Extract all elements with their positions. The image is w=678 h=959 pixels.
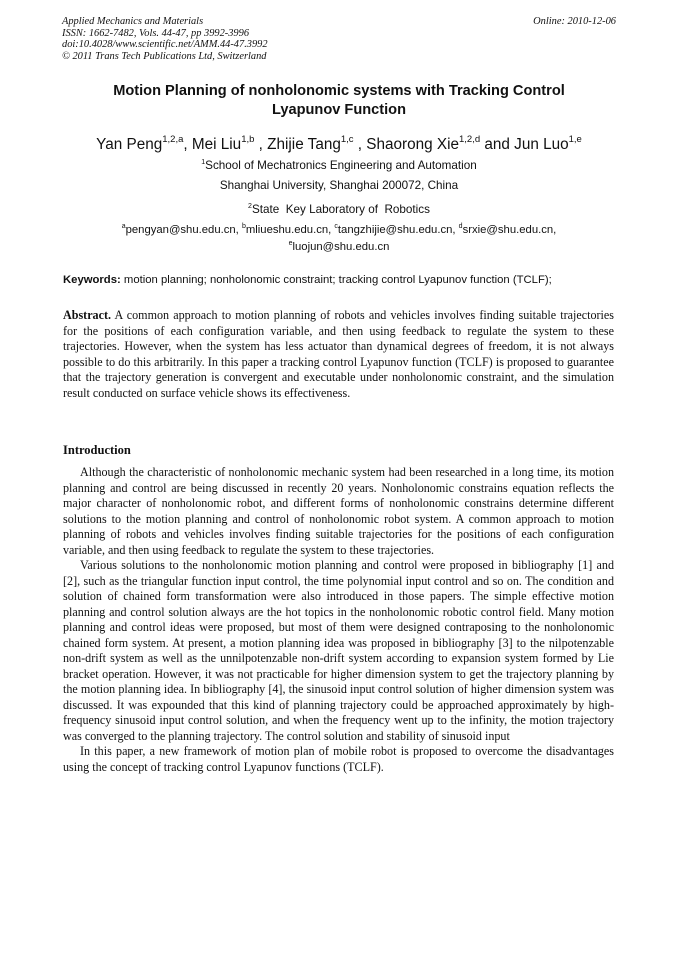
introduction-body bbox=[63, 465, 614, 775]
email-sup: d bbox=[458, 223, 463, 230]
affiliation-1-line-2: Shanghai University, Shanghai 200072, China bbox=[219, 179, 459, 192]
paper-title bbox=[62, 82, 616, 119]
author-sup: 1,b bbox=[241, 134, 255, 145]
abstract-label: Abstract. bbox=[63, 308, 112, 322]
author-name: Zhijie Tang bbox=[267, 136, 341, 154]
email-sup: a bbox=[121, 223, 126, 230]
affiliation-sup: 2 bbox=[248, 203, 252, 210]
keywords-label: Keywords: bbox=[63, 274, 121, 286]
abstract-text: A common approach to motion planning of robots and vehicles involves finding suitable trajectories for the positions of each configuration variable, and then using feedback to regulate the system to these trajectories. However, when the system has less actuator than dynamical degrees of freedom, it is not always possible to do this arbitrarily. In this paper a tracking control Lyapunov function (TCLF) is proposed to guarantee that the trajectory generation is convergent and executable under nonholonomic constraint, and the simulation result conducted on surface vehicle shows its effectiveness. bbox=[63, 308, 614, 400]
affiliation-sup: 1 bbox=[201, 159, 206, 166]
title-line-1: Motion Planning of nonholonomic systems with Tracking Control bbox=[113, 83, 565, 99]
doi-line: doi:10.4028/www.scientific.net/AMM.44-47.3992 bbox=[62, 39, 268, 51]
author-name: Shaorong Xie bbox=[366, 136, 459, 154]
email-sup: e bbox=[288, 239, 293, 247]
email-address: srxie@shu.edu.cn, bbox=[462, 223, 557, 236]
keywords-text: motion planning; nonholonomic constraint; tracking control Lyapunov function (TCLF); bbox=[120, 274, 552, 286]
affiliation-2 bbox=[62, 200, 616, 217]
title-line-2: Lyapunov Function bbox=[271, 101, 407, 118]
email-address: tangzhijie@shu.edu.cn, bbox=[337, 223, 459, 236]
author-sep: and bbox=[480, 136, 515, 154]
author-name: Jun Luo bbox=[514, 136, 569, 154]
author-name: Mei Liu bbox=[191, 136, 242, 154]
journal-header bbox=[62, 16, 616, 62]
email-sup: c bbox=[334, 223, 338, 230]
email-sup: b bbox=[241, 223, 246, 230]
author-sup: 1,2,a bbox=[162, 134, 184, 145]
body-paragraph: Various solutions to the nonholonomic motion planning and control were proposed in bibliography [1] and [2], such as the triangular function input control, the time polynomial input control and so on. The condition and solution of chained form transformation were also introduced in those papers. The simple effective motion planning and control solution always are the hot topics in the nonholonomic robotic control field. Many motion planning and control ideas were proposed, but most of them were designed contraposing to the nonholonomic chained form system. At present, a motion planning idea was proposed in bibliography [3] to the nilpotenzable non-drift system as well as the unnilpotenzable non-drift system according to expansion system formed by Lie bracket operation. However, it was not practicable for higher dimension system to get the trajectory planning by the motion planning idea. In bibliography [4], the sinusoid input control solution of higher dimension system was discussed. It was expounded that this kind of planning trajectory could be approached approximately by high-frequency sinusoid input control solution, and when the frequency went up to the infinity, the motion trajectory was converged to the planning trajectory. The control solution and stability of sinusoid input bbox=[63, 558, 614, 743]
copyright-line: © 2011 Trans Tech Publications Ltd, Switzerland bbox=[62, 50, 267, 62]
email-address: pengyan@shu.edu.cn, bbox=[125, 223, 242, 236]
author-sep: , bbox=[353, 136, 367, 154]
author-name: Yan Peng bbox=[96, 136, 163, 154]
author-sup: 1,c bbox=[340, 134, 354, 145]
email-address: mliueshu.edu.cn, bbox=[245, 223, 335, 236]
abstract-section bbox=[63, 308, 614, 401]
author-sup: 1,e bbox=[568, 134, 582, 145]
online-date: Online: 2010-12-06 bbox=[533, 16, 616, 27]
introduction-heading: Introduction bbox=[63, 443, 131, 457]
email-address: luojun@shu.edu.cn bbox=[292, 240, 390, 253]
affiliation-text: School of Mechatronics Engineering and Automation bbox=[205, 158, 477, 172]
author-emails bbox=[62, 220, 616, 254]
affiliation-1-line-1 bbox=[62, 156, 616, 173]
issn-line: ISSN: 1662-7482, Vols. 44-47, pp 3992-3996 bbox=[62, 27, 250, 39]
author-list bbox=[40, 131, 638, 155]
affiliation-text: State Key Laboratory of Robotics bbox=[251, 202, 430, 216]
body-paragraph: Although the characteristic of nonholonomic mechanic system had been researched in a long time, its motion planning and control are being discussed in recently 20 years. Nonholonomic constrains equation reflects the major character of nonholonomic robot, and different forms of nonholonomic constrains determine different solutions to the motion planning and control of nonholonomic robot system. A common approach to motion planning of robots and vehicles involves finding suitable trajectories for the positions of each configuration variable, and then using feedback to regulate the system to these trajectories. bbox=[63, 465, 614, 557]
author-sep: , bbox=[183, 136, 192, 154]
journal-name: Applied Mechanics and Materials bbox=[62, 16, 204, 27]
keywords-section bbox=[63, 273, 623, 287]
author-sup: 1,2,d bbox=[459, 134, 481, 145]
author-sep: , bbox=[254, 136, 268, 154]
body-paragraph: In this paper, a new framework of motion plan of mobile robot is proposed to overcome the disadvantages using the concept of tracking control Lyapunov functions (TCLF). bbox=[63, 744, 614, 774]
